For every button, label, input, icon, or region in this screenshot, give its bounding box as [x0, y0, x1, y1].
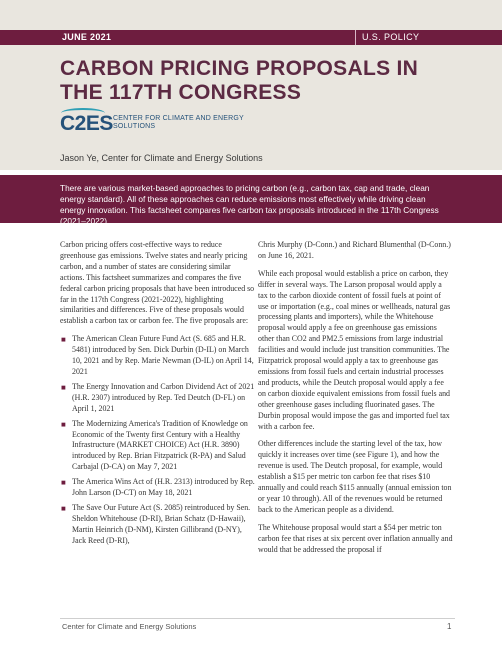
list-item: ■ The America Wins Act of (H.R. 2313) introduced by Rep. John Larson (D-CT) on May 18, 2021: [61, 477, 255, 498]
bullet-icon: ■: [61, 419, 66, 429]
right-column: [258, 240, 453, 562]
bullet-icon: ■: [61, 503, 66, 513]
list-item: ■ The American Clean Future Fund Act (S. 685 and H.R. 5481) introduced by Sen. Dick Durbin (D-IL) on March 10, 2021 and by Rep. Marie Newman (D-IL) on April 14, 2021: [61, 334, 254, 376]
bullet-icon: ■: [61, 335, 66, 345]
page-number: 1: [447, 622, 452, 631]
list-item: ■ The Modernizing America's Tradition of Knowledge on Economic of the Twenty first Century with a Healthy Infrastructure (MARKET CHOICE) Act (H.R. 3890) introduced by Rep. Brian Fitzpatrick (R-PA) and Salud Carbajal (D-CA) on May 7, 2021: [61, 418, 248, 472]
body-paragraph-4: The Whitehouse proposal would start a $54 per metric ton carbon fee that rises at six percent over inflation annually and would that be addressed the proposal if: [258, 522, 453, 554]
topic-tag: U.S. POLICY: [362, 32, 420, 42]
author-line: Jason Ye, Center for Climate and Energy Solutions: [60, 153, 263, 163]
bullet-icon: ■: [61, 382, 66, 392]
footer-org: Center for Climate and Energy Solutions: [62, 622, 197, 631]
issue-date: JUNE 2021: [62, 32, 112, 42]
intro-paragraph: Carbon pricing offers cost-effective ways to reduce greenhouse gas emissions. Twelve states and nearly pricing carbon, and a number of states are considering similar actions. This factsheet summarizes and compares the five federal carbon pricing proposals that have been introduced so far in the 117th Congress (2021-2022), highlighting similarities and differences. Five of these proposals would establish a carbon tax or carbon fee. The five proposals are:: [60, 240, 255, 326]
page-title: CARBON PRICING PROPOSALS IN THE 117TH CONGRESS: [60, 57, 419, 104]
body-paragraph-3: Other differences include the starting level of the tax, how quickly it increases over time (see Figure 1), and how the revenue is used. The Deutch proposal, for example, would establish a $15 per metric ton carbon fee that rises $10 annually and could reach $115 annually (annual emission ton or year 10 through). All of the revenues would be returned back to the American people as a dividend.: [258, 439, 452, 514]
bullet-icon: ■: [61, 478, 66, 488]
list-continuation: Chris Murphy (D-Conn.) and Richard Blumenthal (D-Conn.) on June 16, 2021.: [258, 240, 451, 260]
logo-mark: C2ES: [60, 112, 113, 135]
body-paragraph-2: While each proposal would establish a price on carbon, they differ in several ways. The Larson proposal would apply a tax to the carbon dioxide content of fossil fuels at point of use or importation (e.g., coal mines or wellheads, natural gas processing plants and importers), while the Whitehouse proposal would apply a fee on greenhouse gas emissions other than CO2 and PM2.5 emissions from large industrial facilities and would include just transition communities. The Fitzpatrick proposal would apply a tax to greenhouse gas emissions from fossil fuels and certain industrial processes and products, while the Deutch proposal would apply a fee on carbon dioxide equivalent emissions from fossil fuels and other greenhouse gases including fluorinated gases. The Durbin proposal would impose the gas and imported fuel tax with a carbon fee.: [258, 268, 451, 431]
footer-rule: [60, 618, 455, 619]
left-column: [60, 240, 255, 553]
c2es-logo: [60, 112, 260, 136]
list-item: ■ The Save Our Future Act (S. 2085) reintroduced by Sen. Sheldon Whitehouse (D-RI), Brian Schatz (D-Hawaii), Martin Heinrich (D-NM), Kirsten Gillibrand (D-NY), Jack Reed (D-RI),: [61, 502, 251, 545]
topic-separator: [355, 30, 356, 45]
list-item: ■ The Energy Innovation and Carbon Dividend Act of 2021 (H.R. 2307) introduced by Rep. Ted Deutch (D-FL) on April 1, 2021: [61, 381, 255, 413]
summary-text: There are various market-based approaches to pricing carbon (e.g., carbon tax, cap and trade, clean energy standard). All of these approaches can reduce emissions most effectively while driving clean energy innovation. This factsheet compares five carbon tax proposals introduced in the 117th Congress (2021–2022).: [60, 183, 439, 227]
proposal-list: [60, 334, 255, 546]
logo-text: CENTER FOR CLIMATE AND ENERGY SOLUTIONS: [113, 115, 244, 131]
